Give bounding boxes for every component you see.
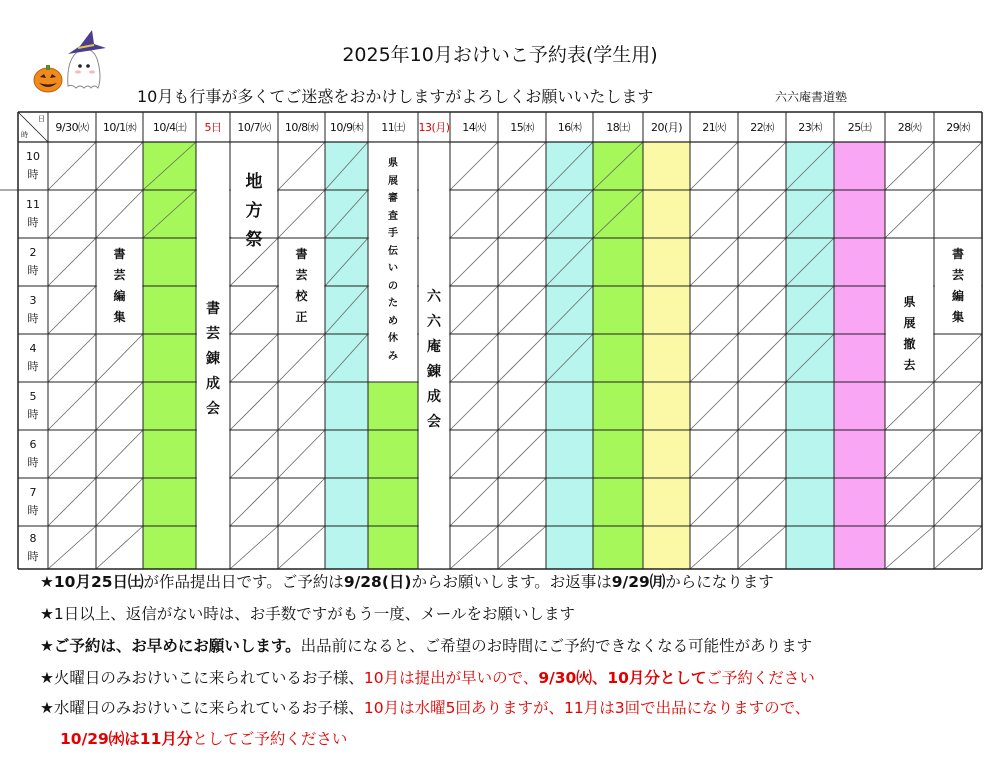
day-header: 5日 — [204, 121, 222, 134]
cell-diagonal — [450, 334, 498, 382]
column-fill — [593, 142, 643, 569]
cell-diagonal — [690, 526, 738, 569]
cell-diagonal — [885, 430, 934, 478]
cell-diagonal — [450, 142, 498, 190]
cell-diagonal — [885, 478, 934, 526]
cell-diagonal — [48, 142, 96, 190]
column-fill — [368, 382, 418, 569]
header-corner: 日 時 — [21, 115, 45, 139]
cell-diagonal — [690, 478, 738, 526]
cell-diagonal — [450, 238, 498, 286]
cell-diagonal — [278, 430, 325, 478]
cell-diagonal — [450, 286, 498, 334]
cell-diagonal — [48, 526, 96, 569]
cell-diagonal — [230, 382, 278, 430]
cell-diagonal — [48, 334, 96, 382]
cell-diagonal — [498, 478, 546, 526]
day-header: 10/1㈬ — [102, 121, 137, 134]
cell-diagonal — [738, 334, 786, 382]
time-label: 11 時 — [26, 198, 40, 229]
cell-diagonal — [96, 382, 143, 430]
cell-diagonal — [450, 190, 498, 238]
cell-diagonal — [498, 334, 546, 382]
cell-diagonal — [230, 478, 278, 526]
day-header: 18㈯ — [606, 121, 630, 134]
cell-diagonal — [498, 286, 546, 334]
day-header: 10/8㈬ — [284, 121, 319, 134]
cell-diagonal — [48, 190, 96, 238]
time-label: 4 時 — [27, 342, 39, 373]
cell-diagonal — [690, 430, 738, 478]
cell-diagonal — [738, 526, 786, 569]
day-header: 10/4㈯ — [152, 121, 187, 134]
cell-diagonal — [690, 190, 738, 238]
cell-diagonal — [278, 478, 325, 526]
cell-diagonal — [278, 190, 325, 238]
cell-diagonal — [498, 430, 546, 478]
day-header: 28㈫ — [897, 121, 922, 134]
event-shogei-kousei: 書 芸 校 正 — [295, 247, 308, 324]
cell-diagonal — [48, 478, 96, 526]
page-title: 2025年10月おけいこ予約表(学生用) — [342, 44, 658, 66]
column-fill — [643, 142, 690, 569]
cell-diagonal — [48, 286, 96, 334]
cell-diagonal — [230, 526, 278, 569]
time-label: 6 時 — [27, 438, 39, 469]
cell-diagonal — [450, 478, 498, 526]
column-fill — [834, 142, 885, 569]
cell-diagonal — [934, 382, 982, 430]
cell-diagonal — [450, 430, 498, 478]
note-3: ★ご予約は、お早めにお願いします。出品前になると、ご希望のお時間にご予約できなくなる可能性があります — [40, 637, 813, 655]
column-fill — [325, 142, 368, 569]
cell-diagonal — [230, 334, 278, 382]
time-label: 8 時 — [27, 531, 39, 563]
cell-diagonal — [96, 190, 143, 238]
cell-diagonal — [934, 478, 982, 526]
cell-diagonal — [498, 190, 546, 238]
cell-diagonal — [690, 382, 738, 430]
cell-diagonal — [230, 286, 278, 334]
cell-diagonal — [690, 286, 738, 334]
cell-diagonal — [498, 526, 546, 569]
time-label: 2 時 — [27, 246, 39, 277]
cell-diagonal — [934, 142, 982, 190]
time-label: 7 時 — [27, 486, 39, 517]
day-header: 21㈫ — [702, 121, 726, 134]
cell-diagonal — [934, 334, 982, 382]
cell-diagonal — [278, 142, 325, 190]
event-shogei-henshu: 書 芸 編 集 — [113, 247, 126, 324]
cell-diagonal — [738, 382, 786, 430]
cell-diagonal — [48, 238, 96, 286]
day-header: 16㈭ — [557, 121, 582, 134]
note-6: 10/29㈬は11月分としてご予約ください — [60, 730, 348, 748]
cell-diagonal — [738, 286, 786, 334]
cell-diagonal — [885, 142, 934, 190]
day-header: 14㈫ — [462, 121, 486, 134]
cell-diagonal — [498, 238, 546, 286]
cell-diagonal — [738, 478, 786, 526]
cell-diagonal — [96, 430, 143, 478]
time-label: 3 時 — [27, 294, 39, 325]
cell-diagonal — [885, 526, 934, 569]
cell-diagonal — [278, 334, 325, 382]
cell-diagonal — [96, 478, 143, 526]
cell-diagonal — [48, 430, 96, 478]
cell-diagonal — [278, 526, 325, 569]
cell-diagonal — [96, 142, 143, 190]
time-label: 10 時 — [26, 150, 40, 181]
event-shogei-rensei: 書 芸 錬 成 会 — [206, 301, 220, 417]
event-chihou-matsuri: 地 方 祭 — [245, 172, 263, 250]
cell-diagonal — [230, 430, 278, 478]
day-header: 10/9㈭ — [329, 121, 364, 134]
note-4: ★火曜日のみおけいこに来られているお子様、10月は提出が早いので、9/30㈫、10月分としてご予約ください — [40, 669, 815, 687]
event-kenten-shinsa: 県 展 審 査 手 伝 い の た め 休 み — [388, 158, 398, 362]
day-header: 25㈯ — [847, 121, 872, 134]
event-kenten-tekkyo: 県 展 撤 去 — [903, 295, 916, 372]
day-header: 15㈬ — [510, 121, 534, 134]
day-header: 11㈯ — [381, 121, 405, 134]
day-header: 10/7㈫ — [237, 121, 271, 134]
cell-diagonal — [885, 382, 934, 430]
cell-diagonal — [498, 142, 546, 190]
event-rokurokuan-rensei: 六 六 庵 錬 成 会 — [427, 289, 441, 430]
day-header: 29㈬ — [946, 121, 970, 134]
cell-diagonal — [934, 526, 982, 569]
cell-diagonal — [450, 382, 498, 430]
column-fill — [786, 142, 834, 569]
day-header: 22㈬ — [750, 121, 774, 134]
page-subtitle: 10月も行事が多くてご迷惑をおかけしますがよろしくお願いいたします — [137, 87, 654, 106]
cell-diagonal — [690, 142, 738, 190]
cell-diagonal — [96, 334, 143, 382]
day-header: 13(月) — [418, 121, 450, 134]
cell-diagonal — [278, 382, 325, 430]
cell-diagonal — [450, 526, 498, 569]
column-fill — [143, 142, 196, 569]
event-shogei-henshu: 書 芸 編 集 — [951, 247, 964, 324]
cell-diagonal — [885, 190, 934, 238]
cell-diagonal — [48, 382, 96, 430]
note-5: ★水曜日のみおけいこに来られているお子様、10月は水曜5回ありますが、11月は3回で出品になりますので、 — [40, 699, 811, 717]
cell-diagonal — [96, 526, 143, 569]
cell-diagonal — [738, 430, 786, 478]
cell-diagonal — [690, 334, 738, 382]
cell-diagonal — [738, 238, 786, 286]
note-1: ★10月25日㈯が作品提出日です。ご予約は9/28(日)からお願いします。お返事は9/29㈪からになります — [40, 573, 774, 591]
cell-diagonal — [934, 430, 982, 478]
cell-diagonal — [498, 382, 546, 430]
day-header: 23㈭ — [798, 121, 822, 134]
cell-diagonal — [690, 238, 738, 286]
cell-diagonal — [738, 142, 786, 190]
note-2: ★1日以上、返信がない時は、お手数ですがもう一度、メールをお願いします — [40, 605, 575, 623]
cell-diagonal — [738, 190, 786, 238]
column-fill — [546, 142, 593, 569]
day-header: 20(月) — [650, 121, 683, 134]
day-header: 9/30㈫ — [55, 121, 89, 134]
school-name: 六六庵書道塾 — [775, 90, 848, 104]
time-label: 5 時 — [27, 390, 39, 421]
